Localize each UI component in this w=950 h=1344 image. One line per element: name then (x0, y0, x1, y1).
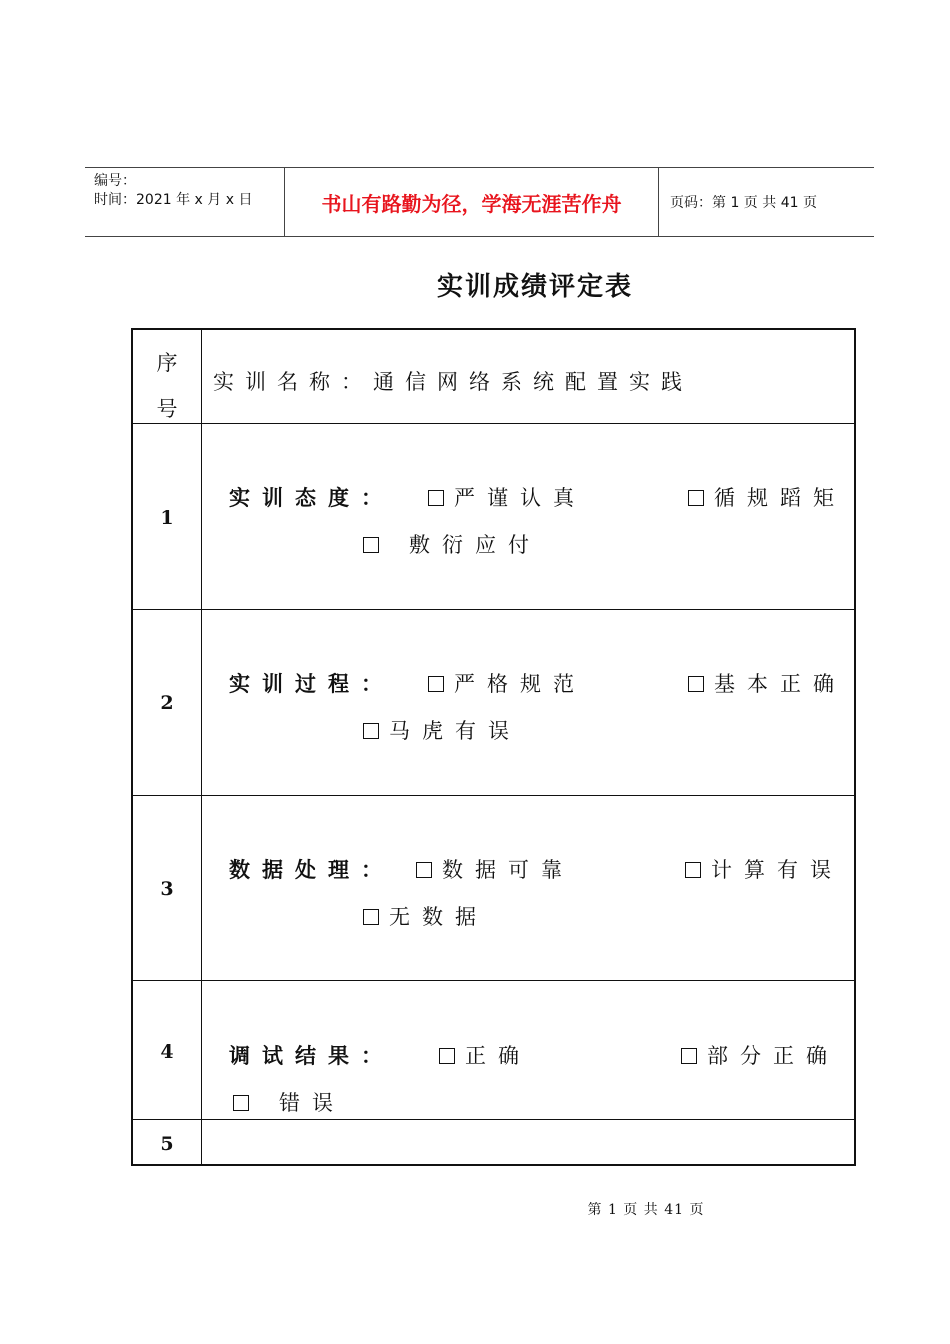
checkbox-option[interactable]: 无数据 (363, 901, 488, 931)
checkbox-option[interactable]: 敷衍应付 (363, 529, 541, 559)
checkbox-option[interactable]: 严谨认真 (428, 482, 586, 512)
checkbox-icon[interactable] (363, 723, 379, 739)
row-number: 3 (160, 878, 174, 900)
time-label: 时间：2021 年 x 月 x 日 (94, 192, 253, 208)
checkbox-option[interactable]: 数据可靠 (416, 854, 574, 884)
evaluation-table (131, 328, 856, 1166)
header-page-info: 页码：第 1 页 共 41 页 (670, 195, 817, 211)
checkbox-icon[interactable] (428, 490, 444, 506)
training-name: 实训名称：通信网络系统配置实践 (213, 370, 693, 394)
checkbox-icon[interactable] (439, 1048, 455, 1064)
row-number: 5 (160, 1133, 174, 1155)
header-motto: 书山有路勤为径，学海无涯苦作舟 (285, 168, 659, 236)
checkbox-option[interactable]: 严格规范 (428, 668, 586, 698)
item-label: 数据处理： (229, 858, 394, 882)
item-label: 调试结果： (229, 1044, 394, 1068)
checkbox-option[interactable]: 计算有误 (685, 854, 843, 884)
checkbox-icon[interactable] (233, 1095, 249, 1111)
checkbox-option[interactable]: 部分正确 (681, 1040, 839, 1070)
page-title: 实训成绩评定表 (436, 272, 633, 302)
row-number: 2 (160, 692, 174, 714)
document-header (85, 167, 874, 237)
row-divider (133, 795, 854, 796)
checkbox-icon[interactable] (685, 862, 701, 878)
row-divider (133, 423, 854, 424)
checkbox-icon[interactable] (363, 537, 379, 553)
item-label: 实训态度： (229, 486, 394, 510)
checkbox-icon[interactable] (363, 909, 379, 925)
seq-header: 序 号 (156, 351, 178, 421)
checkbox-option[interactable]: 马虎有误 (363, 715, 521, 745)
item-label: 实训过程： (229, 672, 394, 696)
header-meta (85, 168, 285, 236)
row-divider (133, 980, 854, 981)
number-label: 编号： (94, 173, 136, 189)
column-divider (201, 330, 202, 1164)
row-divider (133, 609, 854, 610)
page-footer: 第 1 页 共 41 页 (587, 1202, 705, 1218)
checkbox-option[interactable]: 错误 (233, 1087, 345, 1117)
checkbox-icon[interactable] (428, 676, 444, 692)
checkbox-option[interactable]: 基本正确 (688, 668, 846, 698)
checkbox-icon[interactable] (416, 862, 432, 878)
checkbox-option[interactable]: 正确 (439, 1040, 531, 1070)
row-number: 4 (160, 1041, 174, 1063)
checkbox-icon[interactable] (688, 490, 704, 506)
checkbox-icon[interactable] (681, 1048, 697, 1064)
row-number: 1 (160, 507, 174, 529)
row-divider (133, 1119, 854, 1120)
checkbox-option[interactable]: 循规蹈矩 (688, 482, 846, 512)
checkbox-icon[interactable] (688, 676, 704, 692)
